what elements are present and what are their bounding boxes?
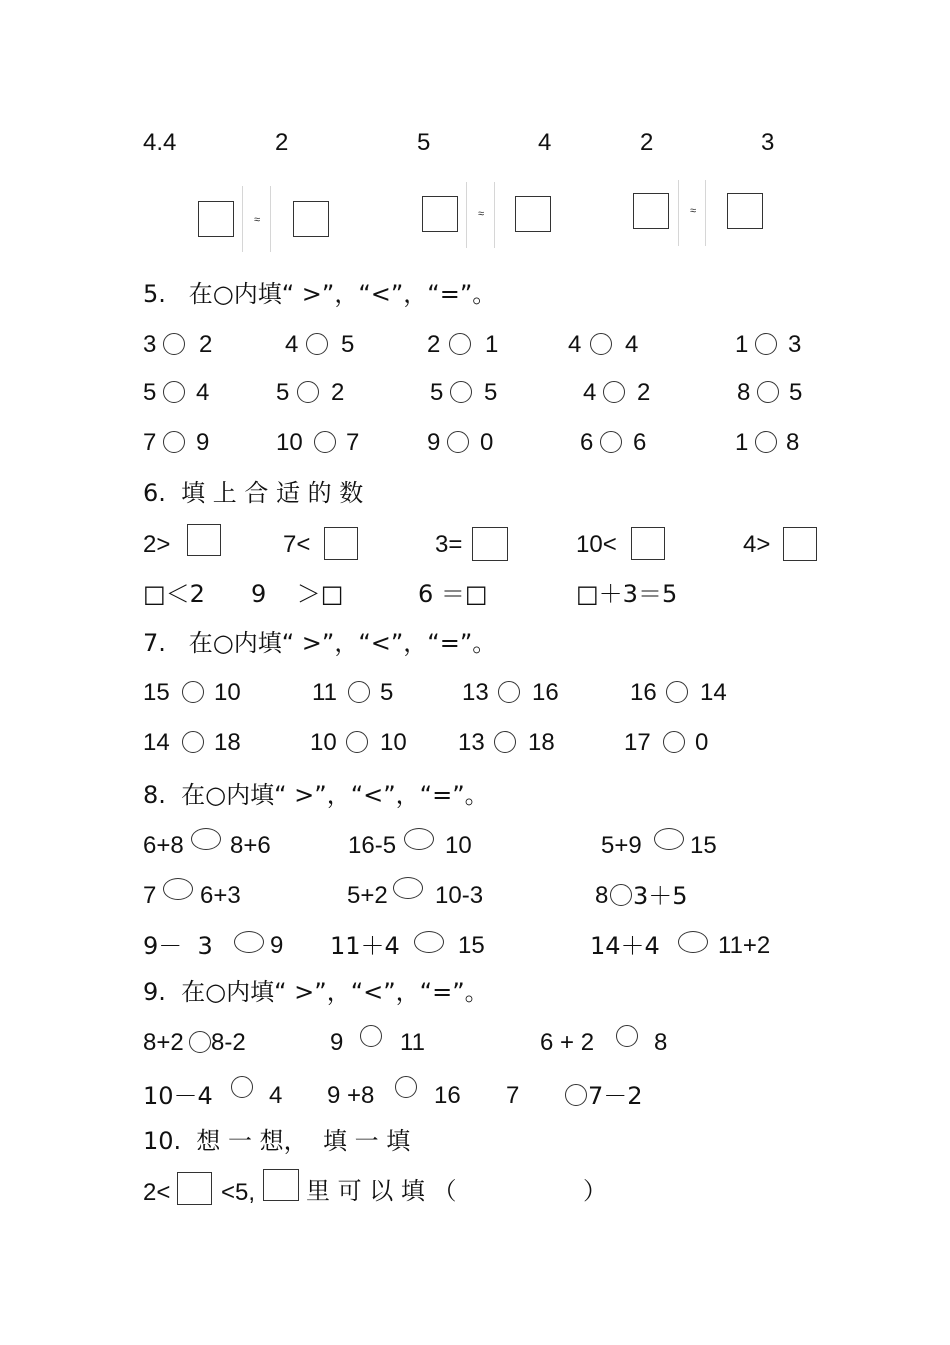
q5-right-operand: 1 [485, 331, 499, 358]
q9-compare-circle[interactable] [565, 1084, 587, 1106]
q6-expression: 3= [435, 531, 463, 558]
q4-divider [270, 186, 271, 252]
q9-left-expression: 9 [330, 1029, 344, 1056]
q8-left-expression: 8 [595, 882, 609, 909]
q5-right-operand: 5 [789, 379, 803, 406]
q10-answer-box[interactable] [177, 1172, 212, 1205]
q9-right-expression: 7－2 [588, 1082, 643, 1110]
q4-number-3: 5 [417, 129, 431, 156]
q5-left-operand: 1 [735, 331, 749, 358]
q4-number-1: 4.4 [143, 129, 177, 156]
q5-compare-circle[interactable] [757, 381, 779, 403]
q8-right-expression: 11+2 [718, 932, 771, 959]
q5-compare-circle[interactable] [447, 431, 469, 453]
q10-inequality-start: 2< [143, 1179, 171, 1206]
q7-left-operand: 13 [462, 679, 489, 706]
q9-right-expression: 8-2 [211, 1029, 246, 1056]
q5-right-operand: 9 [196, 429, 210, 456]
q8-left-expression: 9－ 3 [143, 932, 213, 960]
q6-inequality: □＋3＝5 [576, 580, 678, 608]
q5-title: 5. 在○内填“ >”，“<”，“=”。 [143, 280, 497, 308]
q4-divider [705, 180, 706, 246]
q9-compare-circle[interactable] [616, 1025, 638, 1047]
q5-compare-circle[interactable] [314, 431, 336, 453]
q6-expression: 7< [283, 531, 311, 558]
q5-left-operand: 8 [737, 379, 751, 406]
q5-right-operand: 5 [341, 331, 355, 358]
q4-answer-box[interactable] [633, 193, 669, 229]
q9-left-expression: 10－4 [143, 1082, 213, 1110]
q8-right-expression: 15 [458, 932, 485, 959]
q5-compare-circle[interactable] [163, 333, 185, 355]
q7-right-operand: 5 [380, 679, 394, 706]
q5-left-operand: 2 [427, 331, 441, 358]
q5-left-operand: 6 [580, 429, 594, 456]
q5-right-operand: 8 [786, 429, 800, 456]
q4-answer-box[interactable] [198, 201, 234, 237]
q8-left-expression: 6+8 [143, 832, 184, 859]
q7-right-operand: 14 [700, 679, 727, 706]
q4-number-5: 2 [640, 129, 654, 156]
q8-compare-circle[interactable] [610, 884, 632, 906]
q7-compare-circle[interactable] [346, 731, 368, 753]
q8-right-expression: 3＋5 [633, 882, 688, 910]
q6-answer-box[interactable] [324, 527, 358, 560]
q7-left-operand: 10 [310, 729, 337, 756]
q8-left-expression: 11＋4 [330, 932, 400, 960]
q6-answer-box[interactable] [187, 524, 221, 556]
q5-compare-circle[interactable] [163, 381, 185, 403]
q10-prompt: 里 可 以 填 （ [306, 1177, 457, 1205]
q9-left-expression: 7 [506, 1082, 520, 1109]
q5-right-operand: 7 [346, 429, 360, 456]
q5-compare-circle[interactable] [449, 333, 471, 355]
q7-right-operand: 18 [214, 729, 241, 756]
q5-right-operand: 4 [196, 379, 210, 406]
q6-inequality: 6 ＝□ [418, 580, 488, 608]
q4-number-2: 2 [275, 129, 289, 156]
q9-compare-circle[interactable] [360, 1025, 382, 1047]
q5-compare-circle[interactable] [450, 381, 472, 403]
q5-compare-circle[interactable] [590, 333, 612, 355]
q8-left-expression: 5+2 [347, 882, 388, 909]
q7-compare-circle[interactable] [182, 681, 204, 703]
q8-left-expression: 7 [143, 882, 157, 909]
q6-inequality: 9 ＞□ [251, 580, 344, 608]
q7-right-operand: 10 [380, 729, 407, 756]
q5-compare-circle[interactable] [755, 333, 777, 355]
q5-right-operand: 5 [484, 379, 498, 406]
q9-compare-circle[interactable] [189, 1031, 211, 1053]
q5-compare-circle[interactable] [600, 431, 622, 453]
q8-right-expression: 8+6 [230, 832, 271, 859]
q8-compare-circle[interactable] [678, 931, 708, 953]
q4-number-6: 3 [761, 129, 775, 156]
q4-answer-box[interactable] [515, 196, 551, 232]
q6-inequality: □＜2 [143, 580, 205, 608]
q10-reference-box [263, 1169, 299, 1201]
q7-left-operand: 14 [143, 729, 170, 756]
q7-left-operand: 17 [624, 729, 651, 756]
q5-left-operand: 3 [143, 331, 157, 358]
q4-answer-box[interactable] [293, 201, 329, 237]
q5-compare-circle[interactable] [163, 431, 185, 453]
q8-compare-circle[interactable] [414, 931, 444, 953]
q6-answer-box[interactable] [631, 527, 665, 560]
q5-right-operand: 6 [633, 429, 647, 456]
q8-compare-circle[interactable] [404, 828, 434, 850]
q7-compare-circle[interactable] [494, 731, 516, 753]
q5-left-operand: 4 [583, 379, 597, 406]
q4-compare-symbol: ≈ [478, 208, 485, 220]
q5-left-operand: 5 [276, 379, 290, 406]
q4-answer-box[interactable] [727, 193, 763, 229]
q9-left-expression: 9 +8 [327, 1082, 375, 1109]
q8-left-expression: 16-5 [348, 832, 397, 859]
q5-left-operand: 5 [143, 379, 157, 406]
q9-title: 9. 在○内填“ >”，“<”，“=”。 [143, 978, 489, 1006]
q10-title: 10. 想 一 想， 填 一 填 [143, 1127, 411, 1155]
q10-inequality-end: <5, [221, 1179, 256, 1206]
q8-compare-circle[interactable] [654, 828, 684, 850]
q7-left-operand: 13 [458, 729, 485, 756]
q7-left-operand: 11 [312, 679, 337, 706]
q5-compare-circle[interactable] [755, 431, 777, 453]
q9-compare-circle[interactable] [231, 1076, 253, 1098]
q5-left-operand: 1 [735, 429, 749, 456]
q5-left-operand: 4 [285, 331, 299, 358]
q8-right-expression: 9 [270, 932, 284, 959]
q9-left-expression: 6 + 2 [540, 1029, 595, 1056]
q9-right-expression: 8 [654, 1029, 668, 1056]
q5-right-operand: 2 [637, 379, 651, 406]
q5-right-operand: 4 [625, 331, 639, 358]
q8-compare-circle[interactable] [191, 828, 221, 850]
q7-right-operand: 10 [214, 679, 241, 706]
q7-right-operand: 0 [695, 729, 709, 756]
q9-right-expression: 16 [434, 1082, 461, 1109]
q4-divider [494, 182, 495, 248]
q4-answer-box[interactable] [422, 196, 458, 232]
q7-compare-circle[interactable] [666, 681, 688, 703]
q6-answer-box[interactable] [472, 527, 508, 561]
q8-compare-circle[interactable] [234, 931, 264, 953]
q8-right-expression: 6+3 [200, 882, 241, 909]
q4-compare-symbol: ≈ [254, 214, 261, 226]
q6-expression: 2> [143, 531, 171, 558]
q7-compare-circle[interactable] [663, 731, 685, 753]
q9-left-expression: 8+2 [143, 1029, 184, 1056]
q7-left-operand: 15 [143, 679, 170, 706]
q8-compare-circle[interactable] [163, 878, 193, 900]
q5-compare-circle[interactable] [297, 381, 319, 403]
q5-right-operand: 2 [199, 331, 213, 358]
q4-divider [678, 180, 679, 246]
q8-compare-circle[interactable] [393, 877, 423, 899]
q8-right-expression: 10 [445, 832, 472, 859]
q4-compare-symbol: ≈ [690, 205, 697, 217]
q8-left-expression: 14＋4 [590, 932, 660, 960]
q10-closing-paren: ） [583, 1177, 607, 1205]
q5-compare-circle[interactable] [306, 333, 328, 355]
q5-right-operand: 0 [480, 429, 494, 456]
q7-right-operand: 18 [528, 729, 555, 756]
q7-compare-circle[interactable] [498, 681, 520, 703]
q8-title: 8. 在○内填“ >”，“<”，“=”。 [143, 781, 489, 809]
q7-left-operand: 16 [630, 679, 657, 706]
q8-left-expression: 5+9 [601, 832, 642, 859]
q7-right-operand: 16 [532, 679, 559, 706]
q5-left-operand: 10 [276, 429, 303, 456]
q7-title: 7. 在○内填“ >”，“<”，“=”。 [143, 629, 497, 657]
q4-divider [466, 182, 467, 248]
q5-compare-circle[interactable] [603, 381, 625, 403]
q6-title: 6. 填 上 合 适 的 数 [143, 479, 364, 507]
q9-compare-circle[interactable] [395, 1076, 417, 1098]
q6-expression: 10< [576, 531, 617, 558]
q7-compare-circle[interactable] [182, 731, 204, 753]
q5-left-operand: 4 [568, 331, 582, 358]
q8-right-expression: 10-3 [435, 882, 484, 909]
q9-right-expression: 11 [400, 1029, 425, 1056]
q4-number-4: 4 [538, 129, 552, 156]
q6-expression: 4> [743, 531, 771, 558]
q5-right-operand: 3 [788, 331, 802, 358]
q5-left-operand: 9 [427, 429, 441, 456]
q5-right-operand: 2 [331, 379, 345, 406]
q9-right-expression: 4 [269, 1082, 283, 1109]
q7-compare-circle[interactable] [348, 681, 370, 703]
q5-left-operand: 7 [143, 429, 157, 456]
q8-right-expression: 15 [690, 832, 717, 859]
q4-divider [242, 186, 243, 252]
q6-answer-box[interactable] [783, 527, 817, 561]
q5-left-operand: 5 [430, 379, 444, 406]
